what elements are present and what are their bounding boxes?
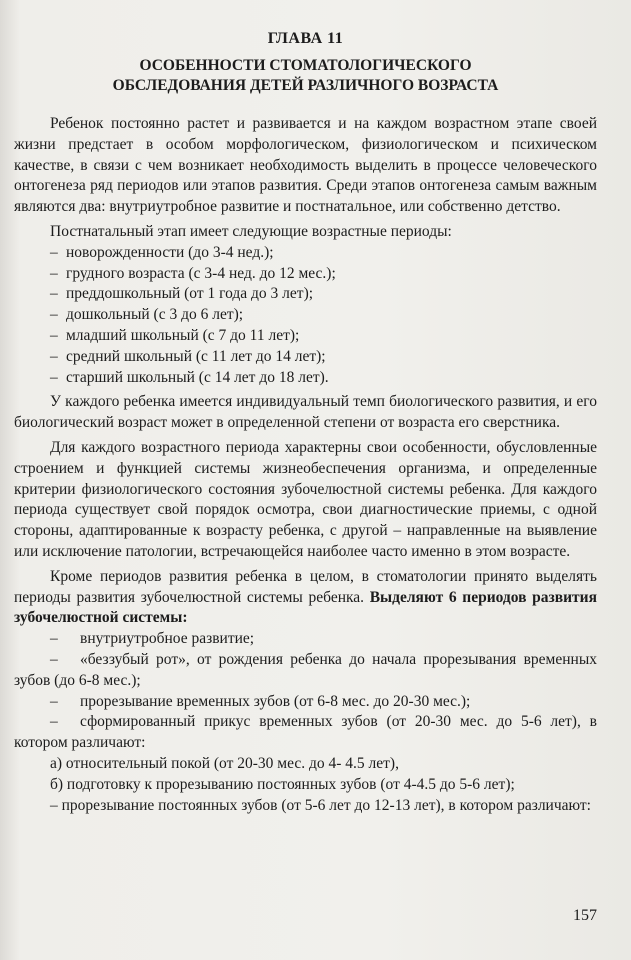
chapter-title (14, 56, 597, 96)
list-item: – прорезывание постоянных зубов (от 5-6 лет до 12-13 лет), в котором различают: (50, 796, 591, 814)
list-item: – старший школьный (с 14 лет до 18 лет). (50, 368, 329, 386)
paragraph: Кроме периодов развития ребенка в целом, в стоматологии принято выделять периоды развития зубочелюстной системы ребенка. Выделяют 6 периодов развития зубочелюстной системы: (14, 567, 597, 627)
list-item: – прорезывание временных зубов (от 6-8 мес. до 20-30 мес.); (50, 692, 471, 710)
page-number: 157 (573, 907, 597, 924)
list-item: – преддошкольный (от 1 года до 3 лет); (50, 285, 314, 303)
chapter-title-line: ОСОБЕННОСТИ СТОМАТОЛОГИЧЕСКОГО (139, 57, 472, 74)
paragraph: Для каждого возрастного периода характерны свои особенности, обусловленные строением и функцией системы жизнеобеспечения организма, и определенные критерии физиологического состояния зубочелюстной системы ребенка. Для каждого периода существует свой порядок осмотра, свои диагностические приемы, с одной стороны, адаптированные к возрасту ребенка, с другой – направленные на выявление или исключение патологии, встречающейся наиболее часто именно в этом возрасте. (14, 438, 597, 560)
chapter-title-line: ОБСЛЕДОВАНИЯ ДЕТЕЙ РАЗЛИЧНОГО ВОЗРАСТА (112, 77, 499, 94)
paragraph: У каждого ребенка имеется индивидуальный темп биологического развития, и его биологический возраст может в определенной степени от возраста его сверстника. (14, 393, 597, 432)
list-item: – внутриутробное развитие; (50, 630, 255, 648)
list-item: – новорожденности (до 3-4 нед.); (50, 243, 274, 261)
chapter-heading: ГЛАВА 11 (267, 30, 344, 47)
list-item: – младший школьный (с 7 до 11 лет); (50, 326, 300, 344)
paragraph: Постнатальный этап имеет следующие возрастные периоды: (50, 222, 452, 240)
periods-list (14, 243, 597, 389)
list-item: – «беззубый рот», от рождения ребенка до начала прорезывания временных зубов (до 6-8 мес.); (14, 650, 597, 689)
list-item: – грудного возраста (с 3-4 нед. до 12 мес.); (50, 264, 336, 282)
development-periods-list (14, 629, 597, 816)
sub-item: б) подготовку к прорезыванию постоянных зубов (от 4-4.5 до 5-6 лет); (50, 775, 515, 793)
paragraph: Ребенок постоянно растет и развивается и на каждом возрастном этапе своей жизни предстает в особом морфологическом, физиологическом и психическом качестве, в связи с чем возникает необходимость выделить в процессе человеческого онтогенеза ряд периодов или этапов развития. Среди этапов онтогенеза самым важным являются два: внутриутробное развитие и постнатальное, или собственно детство. (14, 115, 597, 216)
sub-item: а) относительный покой (от 20-30 мес. до 4- 4.5 лет), (50, 754, 399, 772)
body-text (14, 114, 597, 816)
bold-phrase: Выделяют 6 периодов развития зубочелюстной системы: (14, 588, 597, 627)
list-item: – средний школьный (с 11 лет до 14 лет); (50, 347, 326, 365)
list-item: – сформированный прикус временных зубов (от 20-30 мес. до 5-6 лет), в котором различают: (14, 713, 597, 752)
list-item: – дошкольный (с 3 до 6 лет); (50, 306, 244, 324)
